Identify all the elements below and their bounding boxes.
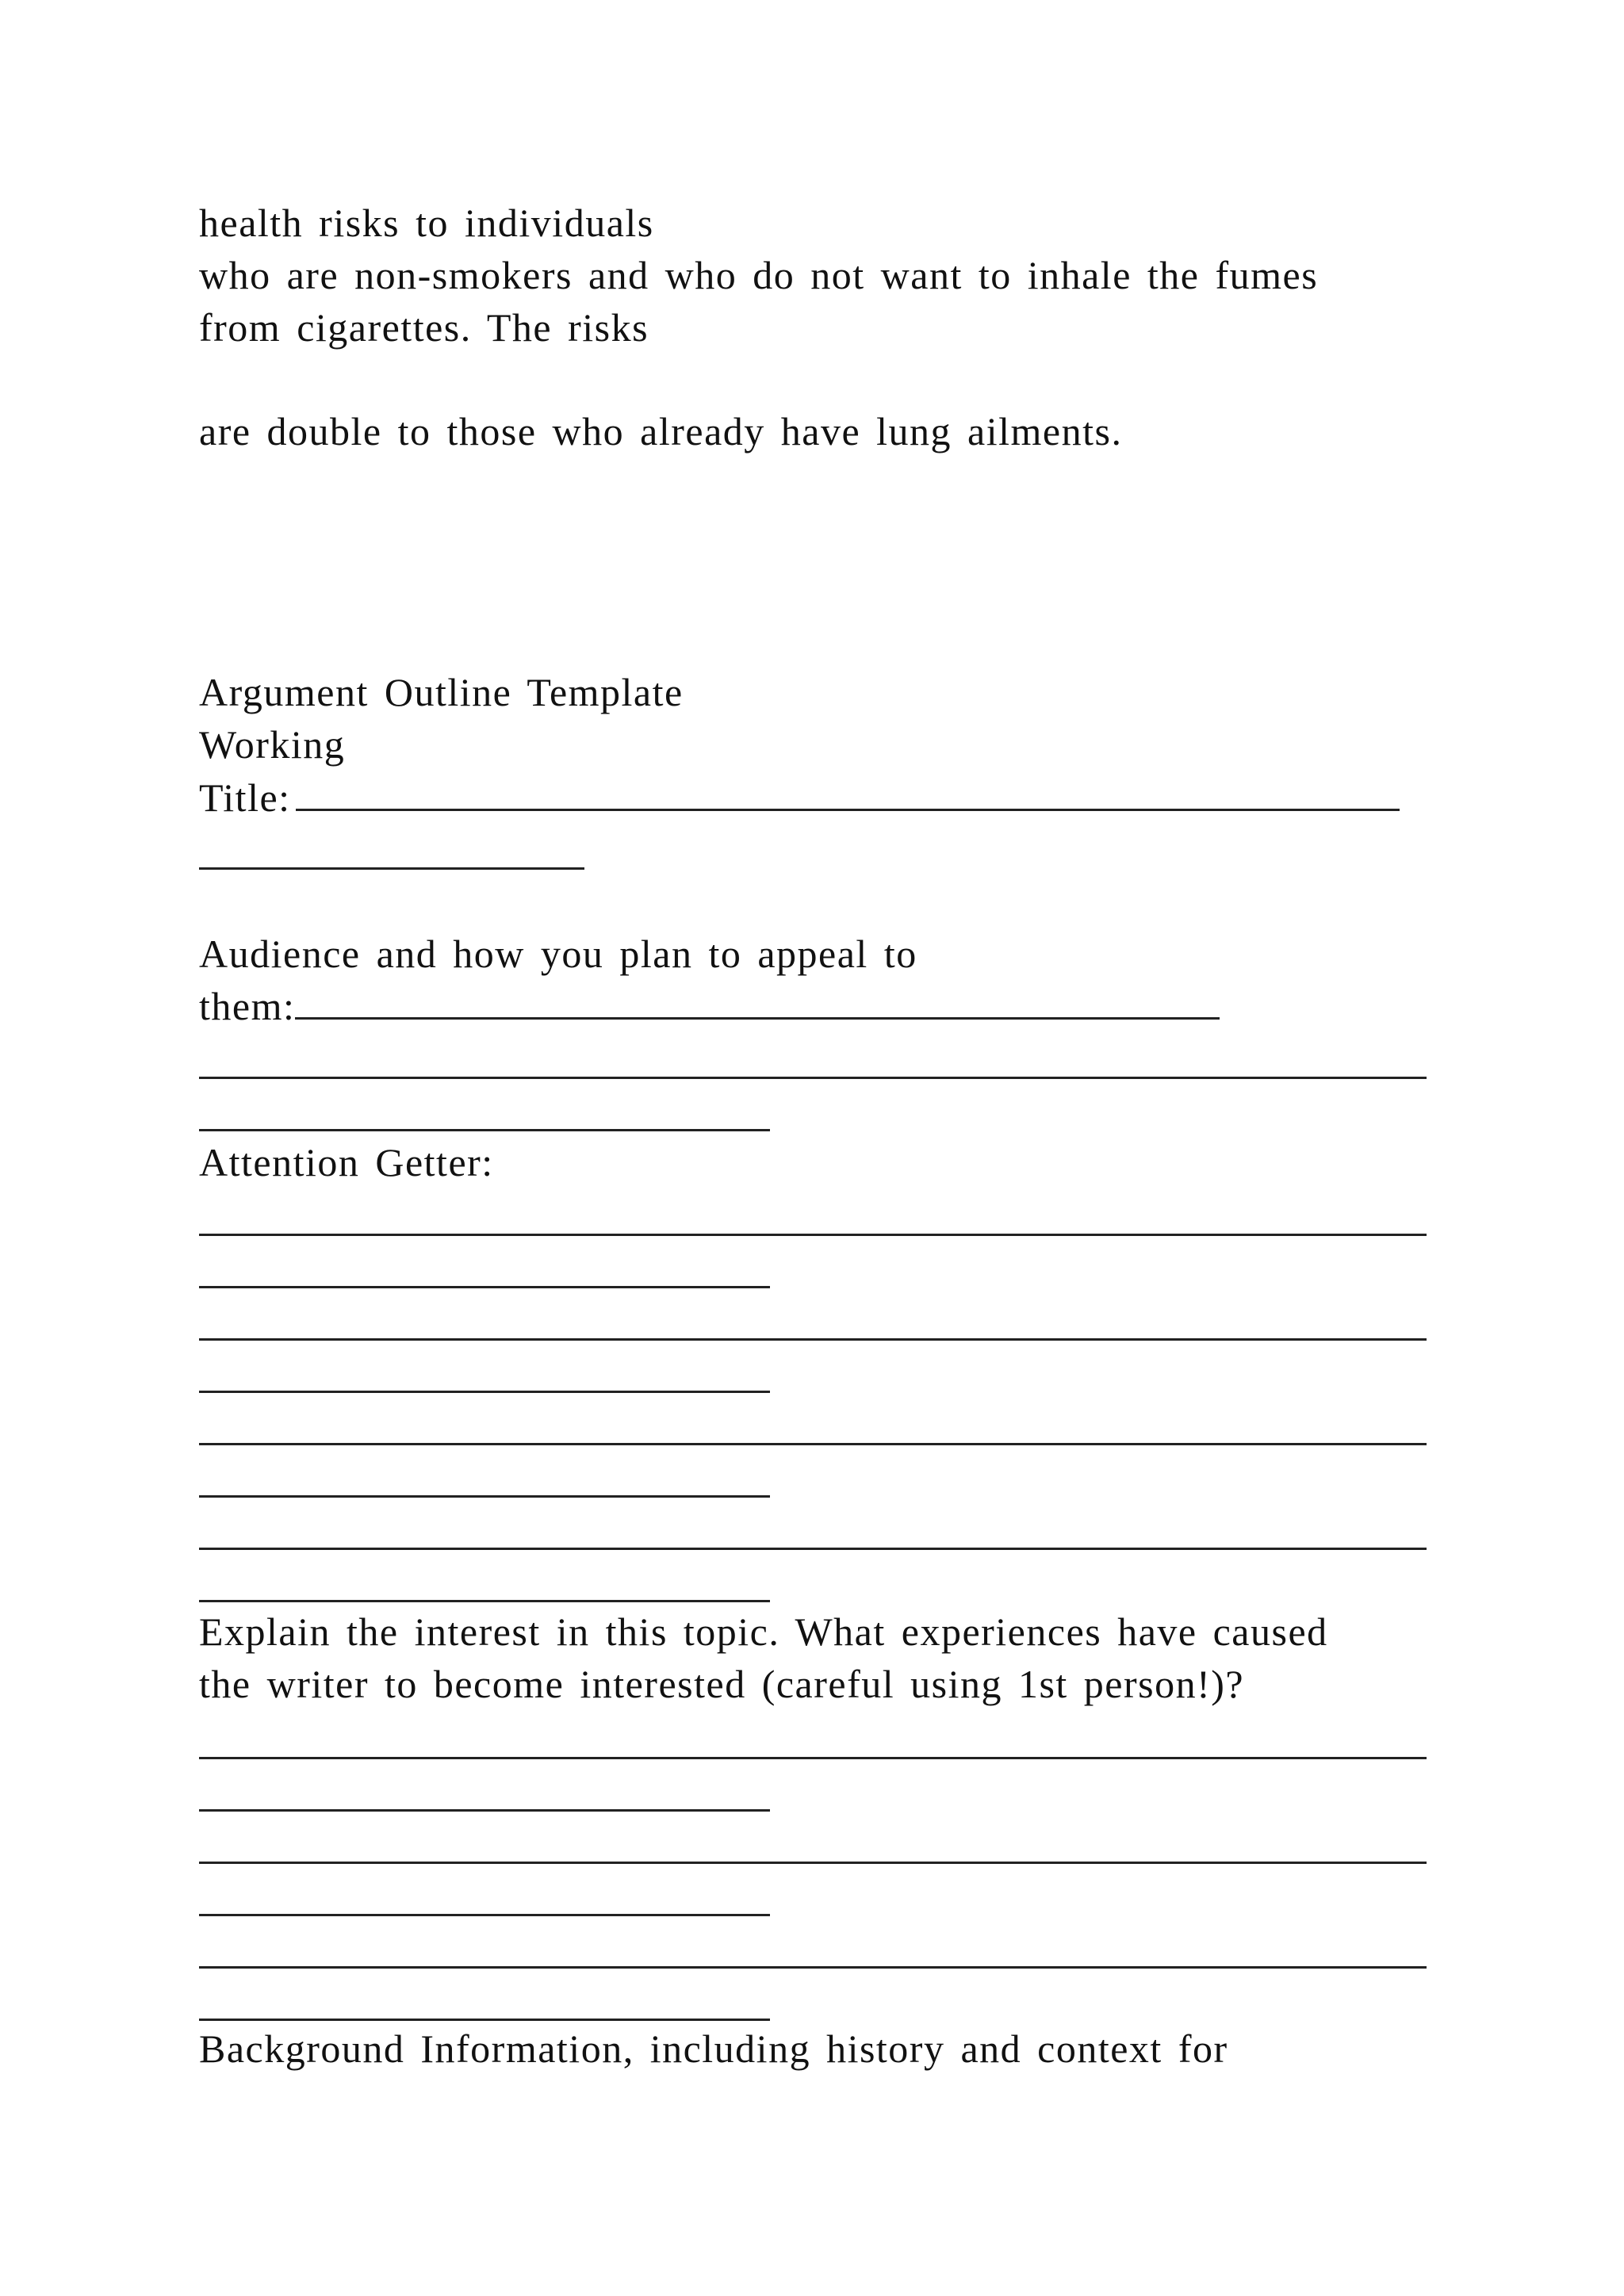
interest-blank-rule-2 xyxy=(199,1809,770,1812)
audience-label: them: xyxy=(199,984,296,1028)
attention-blank-rule-7 xyxy=(199,1548,1427,1550)
attention-blank-rule-1 xyxy=(199,1234,1427,1236)
interest-blank-rule-1 xyxy=(199,1757,1427,1759)
attention-getter-label: Attention Getter: xyxy=(199,1140,494,1184)
interest-blank-rule-6 xyxy=(199,2019,770,2021)
intro-line-3: from cigarettes. The risks xyxy=(199,305,649,350)
title-label: Title: xyxy=(199,775,291,820)
background-line: Background Information, including history and context for xyxy=(199,2026,1228,2071)
interest-blank-rule-3 xyxy=(199,1862,1427,1864)
interest-line-1: Explain the interest in this topic. What experiences have caused xyxy=(199,1609,1328,1654)
title-blank-rule-cont xyxy=(199,867,584,870)
attention-blank-rule-8 xyxy=(199,1600,770,1602)
interest-line-2: the writer to become interested (careful using 1st person!)? xyxy=(199,1662,1245,1706)
intro-line-2: who are non-smokers and who do not want to inhale the fumes xyxy=(199,253,1319,297)
attention-blank-rule-5 xyxy=(199,1443,1427,1445)
title-blank-rule xyxy=(296,809,1400,811)
audience-blank-rule-2 xyxy=(199,1077,1427,1079)
attention-blank-rule-4 xyxy=(199,1391,770,1393)
attention-blank-rule-3 xyxy=(199,1338,1427,1341)
intro-line-4: are double to those who already have lung ailments. xyxy=(199,409,1123,453)
audience-line-1: Audience and how you plan to appeal to xyxy=(199,932,917,976)
audience-blank-rule xyxy=(295,1017,1220,1020)
intro-line-1: health risks to individuals xyxy=(199,201,654,245)
attention-blank-rule-2 xyxy=(199,1286,770,1288)
interest-blank-rule-5 xyxy=(199,1966,1427,1969)
title-line xyxy=(199,771,1400,824)
attention-blank-rule-6 xyxy=(199,1495,770,1498)
interest-blank-rule-4 xyxy=(199,1914,770,1916)
template-heading: Argument Outline Template xyxy=(199,670,684,714)
working-label: Working xyxy=(199,722,346,767)
audience-blank-rule-3 xyxy=(199,1129,770,1131)
audience-line-2 xyxy=(199,980,1220,1032)
